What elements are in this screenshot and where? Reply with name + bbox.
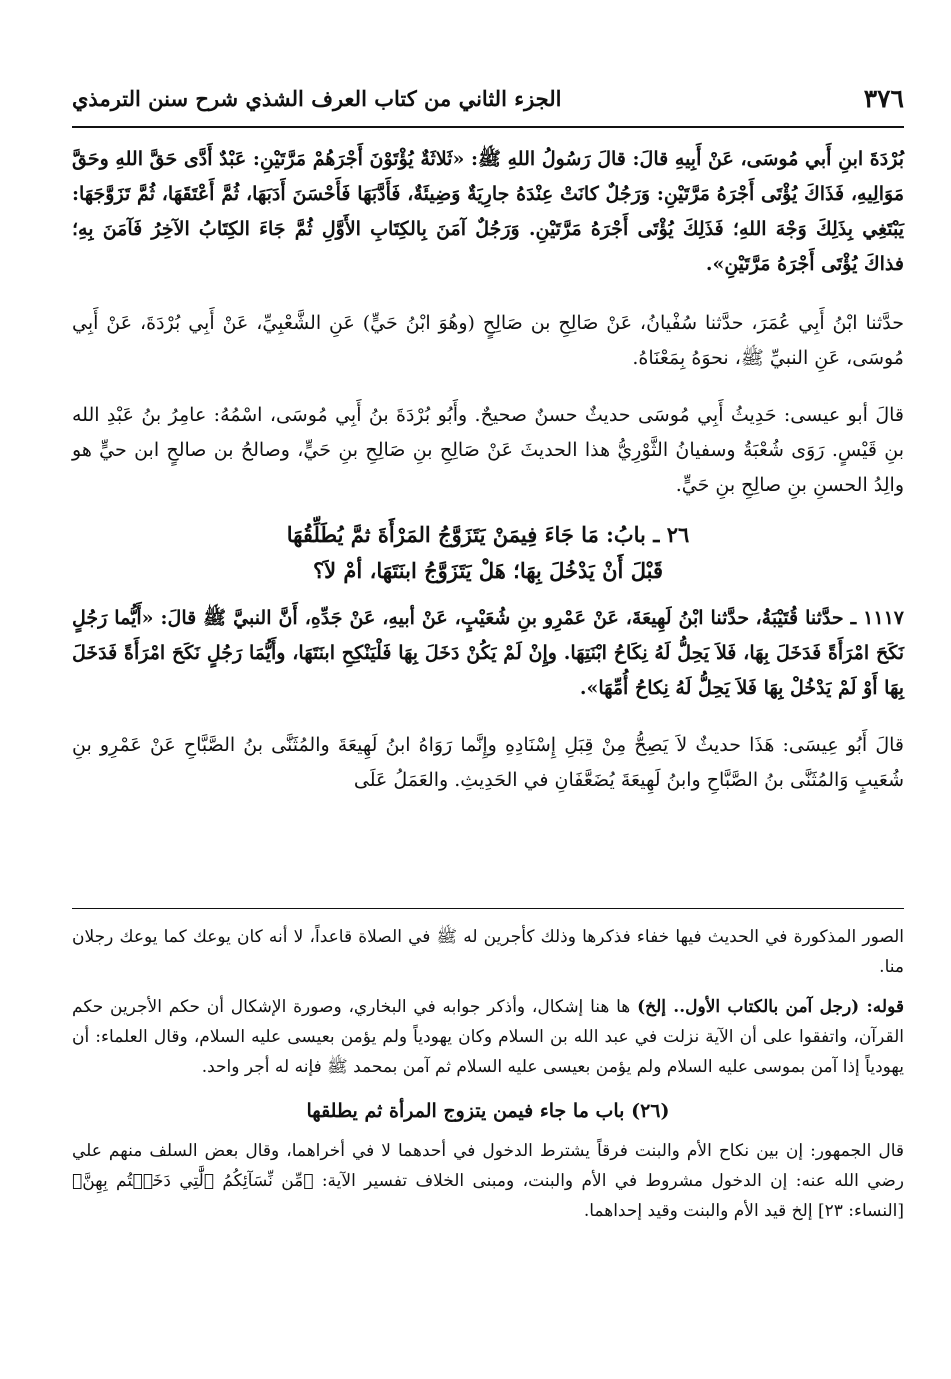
hadith-1117 bbox=[72, 601, 904, 706]
footnote-divider bbox=[72, 908, 904, 909]
main-text bbox=[72, 142, 904, 798]
hadith-1117-number: ١١١٧ ـ حدَّثنا قُتَيْبَةُ، bbox=[755, 607, 904, 629]
note-1: الصور المذكورة في الحديث فيها خفاء فذكرها وذلك كأجرين له ﷺ في الصلاة قاعداً، لا أنه كان يوعك كما يوعك رجلان منا. bbox=[72, 927, 905, 977]
hadith-1116-text: حدَّثنا ابْنُ أَبِي عُمَرَ، حدَّثنا سُفْيانُ، عَنْ صَالِحِ بن صَالِحٍ (وهُوَ ابْنُ حَيٍّ) عَنِ الشَّعْبِيِّ، عَنْ أَبِي بُرْدَةَ، عَنْ أَبِي مُوسَى، عَنِ النبيِّ ﷺ، نحوَهُ بِمَعْنَاهُ. bbox=[72, 312, 904, 369]
commentary-abu-isa-2: قالَ أَبُو عِيسَى: هَذَا حديثٌ لاَ يَصِحُّ مِنْ قِبَلِ إِسْنَادِهِ وإِنَّما رَوَاهُ ابنُ لَهِيعَةَ والمُثَنَّى بنُ الصَّبَّاحِ عَنْ عَمْرِو بنِ شُعَيبٍ وَالمُثَنَّى بنُ الصَّبَّاحِ وابنُ لَهِيعَةَ يُضَعَّفَانِ في الحَدِيثِ. والعَمَلُ عَلَى bbox=[72, 734, 904, 791]
commentary-abu-isa-1: قالَ أبو عيسى: حَدِيثُ أَبِي مُوسَى حديثٌ حسنٌ صحيحٌ. وأَبُو بُرْدَةَ بنُ أَبِي مُوسَى، اسْمُهُ: عامِرُ بنُ عَبْدِ الله بنِ قَيْسٍ. رَوَى شُعْبَةُ وسفيانُ الثَّوْرِيُّ هذا الحديثَ عَنْ صَالِحِ بنِ صَالِحِ بنِ حَيٍّ، وصالحُ بن صالحٍ ابن حيٍّ هو والِدُ الحسنِ بنِ صالِحِ بنِ حَيٍّ. bbox=[72, 404, 904, 496]
page-header bbox=[72, 74, 904, 122]
chapter-heading-line2: قَبْلَ أَنْ يَدْخُلَ بِهَا؛ هَلْ يَتَزَوَّجُ ابنَتَهَا، أمْ لاَ؟ bbox=[313, 558, 663, 583]
chapter-heading-line1: ٢٦ ـ بابُ: مَا جَاءَ فِيمَنْ يَتَزَوَّجُ المَرْأَةَ ثمَّ يُطَلِّقُهَا bbox=[286, 522, 690, 547]
hadith-1115-text: بُرْدَةَ ابنِ أَبي مُوسَى، عَنْ أَبِيهِ قالَ: قالَ رَسُولُ اللهِ ﷺ: «ثَلاثَةٌ يُؤْتَوْنَ أَجْرَهُمْ مَرَّتَيْنِ: عَبْدٌ أَدَّى حَقَّ اللهِ وحَقَّ مَوَالِيهِ، فَذَاكَ يُؤْتَى أَجْرَهُ مَرَّتَيْنِ: وَرَجُلٌ كانَتْ عِنْدَهُ جارِيَةٌ وَضِيئَةٌ، فَأَدَّبَهَا فَأَحْسَنَ أَدَبَهَا، ثُمَّ أَعْتَقَهَا، ثُمَّ تَزَوَّجَهَا: يَبْتَغِي بِذَلِكَ وَجْهَ اللهِ؛ فَذَلِكَ يُؤْتَى أَجْرَهُ مَرَّتَيْنِ. وَرَجُلٌ آمَنَ بِالكِتَابِ الأَوَّلِ ثُمَّ جَاءَ الكِتَابُ الآخِرُ فَآمَنَ بِهِ؛ فذاكَ يُؤْتَى أَجْرَهُ مَرَّتَيْنِ». bbox=[72, 148, 904, 275]
note-3: قال الجمهور: إن بين نكاح الأم والبنت فرقاً يشترط الدخول في أحدهما لا في أخراهما، وقال بعض السلف منهم علي رضي الله عنه: إن الدخول مشروط في الأم والبنت، ومبنى الخلاف تفسير الآية: ﴿مِّن نِّسَآئِكُمُ ٱلَّٰتِي دَخَلۡتُم بِهِنَّ﴾ [النساء: ٢٣] إلخ قيد الأم والبنت وقيد إحداهما. bbox=[72, 1141, 904, 1221]
page-number: ٣٧٦ bbox=[863, 83, 904, 113]
note-2-lead: قوله: (رجل آمن بالكتاب الأول.. إلخ) bbox=[637, 997, 904, 1017]
note-2-text: ها هنا إشكال، وأذكر جوابه في البخاري، وصورة الإشكال أن حكم الأجرين حكم القرآن، واتفقوا على أن الآية نزلت في عبد الله بن السلام وكان يهودياً ولم يؤمن بعيسى عليه السلام، وقال العلماء: أن يهودياً إذا آمن بموسى عليه السلام ولم يؤمن بعيسى عليه السلام ثم آمن بمحمد ﷺ فإنه له أجر واحد. bbox=[72, 997, 904, 1077]
note-2 bbox=[72, 992, 904, 1082]
header-rule bbox=[72, 126, 904, 128]
chapter-heading bbox=[72, 517, 904, 589]
commentary-notes bbox=[72, 922, 904, 1226]
hadith-1117-text: حدَّثنا ابْنُ لَهِيعَةَ، عَنْ عَمْرِو بنِ شُعَيْبٍ، عَنْ أبيهِ، عَنْ جَدِّهِ، أَنَّ النبيَّ ﷺ قالَ: «أَيُّما رَجُلٍ نَكَحَ امْرَأَةً فَدَخَلَ بِهَا، فَلاَ يَحِلُّ لَهُ نِكَاحُ ابْنَتِهَا. وإِنْ لَمْ يَكُنْ دَخَلَ بِهَا فَلْيَنْكِحِ ابنَتَهَا، وأَيُّمَا رَجُلٍ نَكَحَ امْرَأَةً فَدَخَلَ بِهَا أَوْ لَمْ يَدْخُلْ بِهَا فَلاَ يَحِلُّ لَهُ نِكاحُ أُمِّهَا». bbox=[72, 607, 904, 699]
note-chapter-heading: (٢٦) باب ما جاء فيمن يتزوج المرأة ثم يطلقها bbox=[306, 1100, 670, 1122]
running-title: الجزء الثاني من كتاب العرف الشذي شرح سنن الترمذي bbox=[72, 85, 562, 111]
book-page bbox=[72, 60, 904, 1340]
